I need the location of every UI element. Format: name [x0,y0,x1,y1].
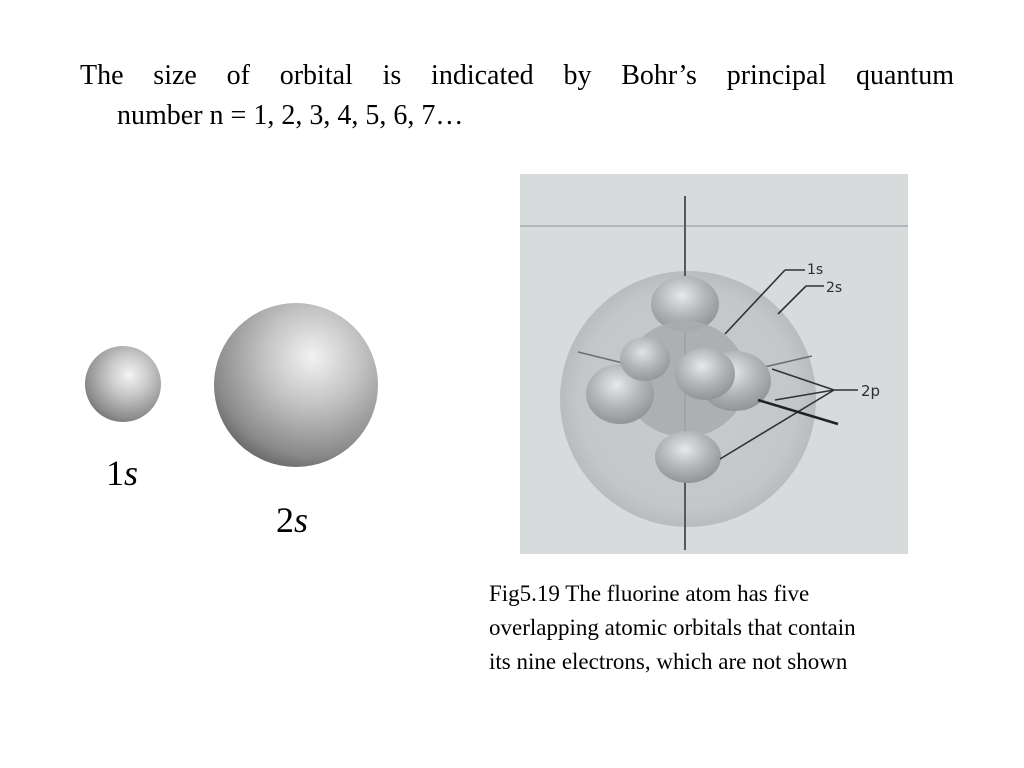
bullet-line-2: number n = 1, 2, 3, 4, 5, 6, 7… [117,100,464,131]
p-lobe-upper-left [620,337,670,381]
label-1s [106,453,138,493]
caption-line-1: Fig5.19 The fluorine atom has five [489,581,810,606]
p-lobe-right-back [675,348,735,400]
p-lobe-bottom [655,431,721,483]
figure-label-2p: 2p [861,382,881,400]
sphere-2s [214,303,378,467]
label-1s-number: 1 [106,453,124,493]
label-2s-number: 2 [276,500,294,540]
label-2s [276,500,308,540]
label-1s-letter: s [124,453,139,493]
sphere-1s [85,346,161,422]
figure-label-2s: 2s [826,280,843,296]
figure-caption [489,577,959,679]
bullet-line-1: The size of orbital is indicated by Bohr’s principal quantum [80,60,954,91]
caption-line-2: overlapping atomic orbitals that contain [489,615,856,640]
figure-label-1s: 1s [807,262,824,278]
label-2s-letter: s [294,500,309,540]
caption-line-3: its nine electrons, which are not shown [489,649,848,674]
fluorine-atom-figure [520,174,908,554]
